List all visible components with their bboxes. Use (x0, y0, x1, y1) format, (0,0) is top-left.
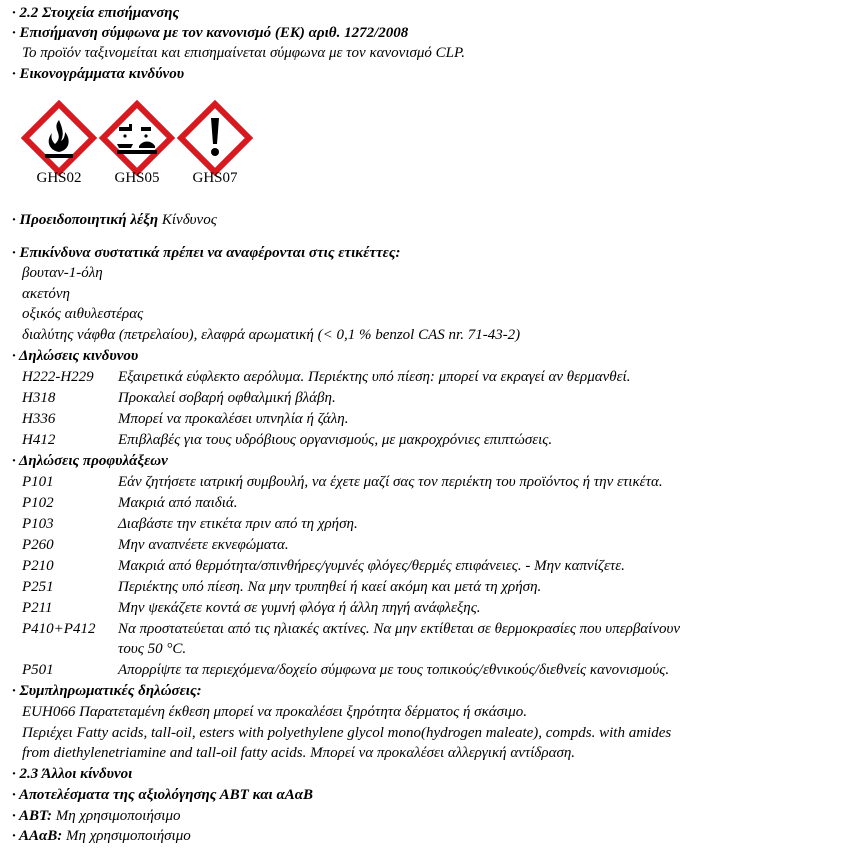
precaution-text: Μην ψεκάζετε κοντά σε γυμνή φλόγα ή άλλη πηγή ανάφλεξης. (118, 600, 481, 616)
hazard-text: Προκαλεί σοβαρή οφθαλμική βλάβη. (118, 390, 336, 406)
supplementary-title: · Συμπληρωματικές δηλώσεις: (12, 683, 202, 699)
precaution-code: P251 (22, 579, 54, 595)
hazard-code: H222-H229 (22, 369, 94, 385)
vpvb-label: · ΑΑαΒ: (12, 828, 63, 844)
pbt-label: · ΑΒΤ: (12, 808, 52, 824)
label-regulation-text: Το προϊόν ταξινομείται και επισημαίνεται σύμφωνα με τον κανονισμό CLP. (22, 45, 466, 61)
precaution-text-continued: τους 50 °C. (118, 641, 187, 657)
component-item: ακετόνη (22, 286, 70, 302)
precaution-text: Εάν ζητήσετε ιατρική συμβουλή, να έχετε μαζί σας τον περιέκτη του προϊόντος ή την ετικέτα. (118, 474, 663, 490)
pictogram-code-ghs02: GHS02 (36, 170, 82, 186)
vpvb-value: Μη χρησιμοποιήσιμο (66, 828, 191, 844)
hazard-statements-title: · Δηλώσεις κινδυνου (12, 348, 139, 364)
precaution-text: Διαβάστε την ετικέτα πριν από τη χρήση. (118, 516, 358, 532)
components-title: · Επικίνδυνα συστατικά πρέπει να αναφέρονται στις ετικέττες: (12, 245, 401, 261)
exclamation-icon (177, 100, 253, 176)
supplementary-line: from diethylenetriamine and tall-oil fatty acids. Μπορεί να προκαλέσει αλλεργική αντίδραση. (22, 745, 576, 761)
precaution-statements-title: · Δηλώσεις προφυλάξεων (12, 453, 168, 469)
section-heading-2-3: · 2.3 Άλλοι κίνδυνοι (12, 766, 133, 782)
corrosion-icon (99, 100, 175, 176)
precaution-code: P102 (22, 495, 54, 511)
precaution-code: P210 (22, 558, 54, 574)
signal-word-line (12, 210, 217, 230)
precaution-code: P260 (22, 537, 54, 553)
precaution-code: P410+P412 (22, 621, 96, 637)
pbt-line (12, 806, 181, 826)
pictogram-code-ghs05: GHS05 (114, 170, 160, 186)
precaution-text: Μακριά από παιδιά. (118, 495, 238, 511)
vpvb-line (12, 826, 191, 846)
hazard-code: H318 (22, 390, 56, 406)
hazard-text: Επιβλαβές για τους υδρόβιους οργανισμούς, με μακροχρόνιες επιπτώσεις. (118, 432, 553, 448)
precaution-code: P101 (22, 474, 54, 490)
component-item: διαλύτης νάφθα (πετρελαίου), ελαφρά αρωματική (< 0,1 % benzol CAS nr. 71-43-2) (22, 327, 521, 343)
precaution-text: Απορρίψτε τα περιεχόμενα/δοχείο σύμφωνα με τους τοπικούς/εθνικούς/διεθνείς κανονισμούς. (118, 662, 670, 678)
assessment-title: · Αποτελέσματα της αξιολόγησης ΑΒΤ και αΑαΒ (12, 787, 314, 803)
section-heading-2-2: · 2.2 Στοιχεία επισήμανσης (12, 5, 180, 21)
precaution-text: Μην αναπνέετε εκνεφώματα. (118, 537, 289, 553)
hazard-text: Εξαιρετικά εύφλεκτο αερόλυμα. Περιέκτης υπό πίεση: μπορεί να εκραγεί αν θερμανθεί. (118, 369, 631, 385)
signal-word-value: Κίνδυνος (161, 212, 217, 228)
hazard-code: H336 (22, 411, 56, 427)
precaution-code: P211 (22, 600, 53, 616)
pictogram-code-ghs07: GHS07 (192, 170, 238, 186)
label-regulation-title: · Επισήμανση σύμφωνα με τον κανονισμό (ΕΚ) αριθ. 1272/2008 (12, 25, 409, 41)
component-item: βουταν-1-όλη (22, 265, 103, 281)
precaution-text: Να προστατεύεται από τις ηλιακές ακτίνες. Να μην εκτίθεται σε θερμοκρασίες που υπερβαίνουν (118, 621, 681, 637)
pbt-value: Μη χρησιμοποιήσιμο (55, 808, 181, 824)
hazard-text: Μπορεί να προκαλέσει υπνηλία ή ζάλη. (118, 411, 349, 427)
precaution-code: P501 (22, 662, 54, 678)
hazard-code: H412 (22, 432, 56, 448)
supplementary-line: EUH066 Παρατεταμένη έκθεση μπορεί να προκαλέσει ξηρότητα δέρματος ή σκάσιμο. (22, 704, 527, 720)
component-item: οξικός αιθυλεστέρας (22, 306, 144, 322)
flame-icon (21, 100, 97, 176)
precaution-text: Μακριά από θερμότητα/σπινθήρες/γυμνές φλόγες/θερμές επιφάνειες. - Μην καπνίζετε. (118, 558, 625, 574)
precaution-code: P103 (22, 516, 54, 532)
precaution-text: Περιέκτης υπό πίεση. Να μην τρυπηθεί ή καεί ακόμη και μετά τη χρήση. (118, 579, 542, 595)
supplementary-line: Περιέχει Fatty acids, tall-oil, esters with polyethylene glycol mono(hydrogen maleate), compds. with amides (22, 725, 672, 741)
signal-word-label: · Προειδοποιητική λέξη (12, 212, 159, 228)
pictograms-title: · Εικονογράμματα κινδύνου (12, 66, 185, 82)
